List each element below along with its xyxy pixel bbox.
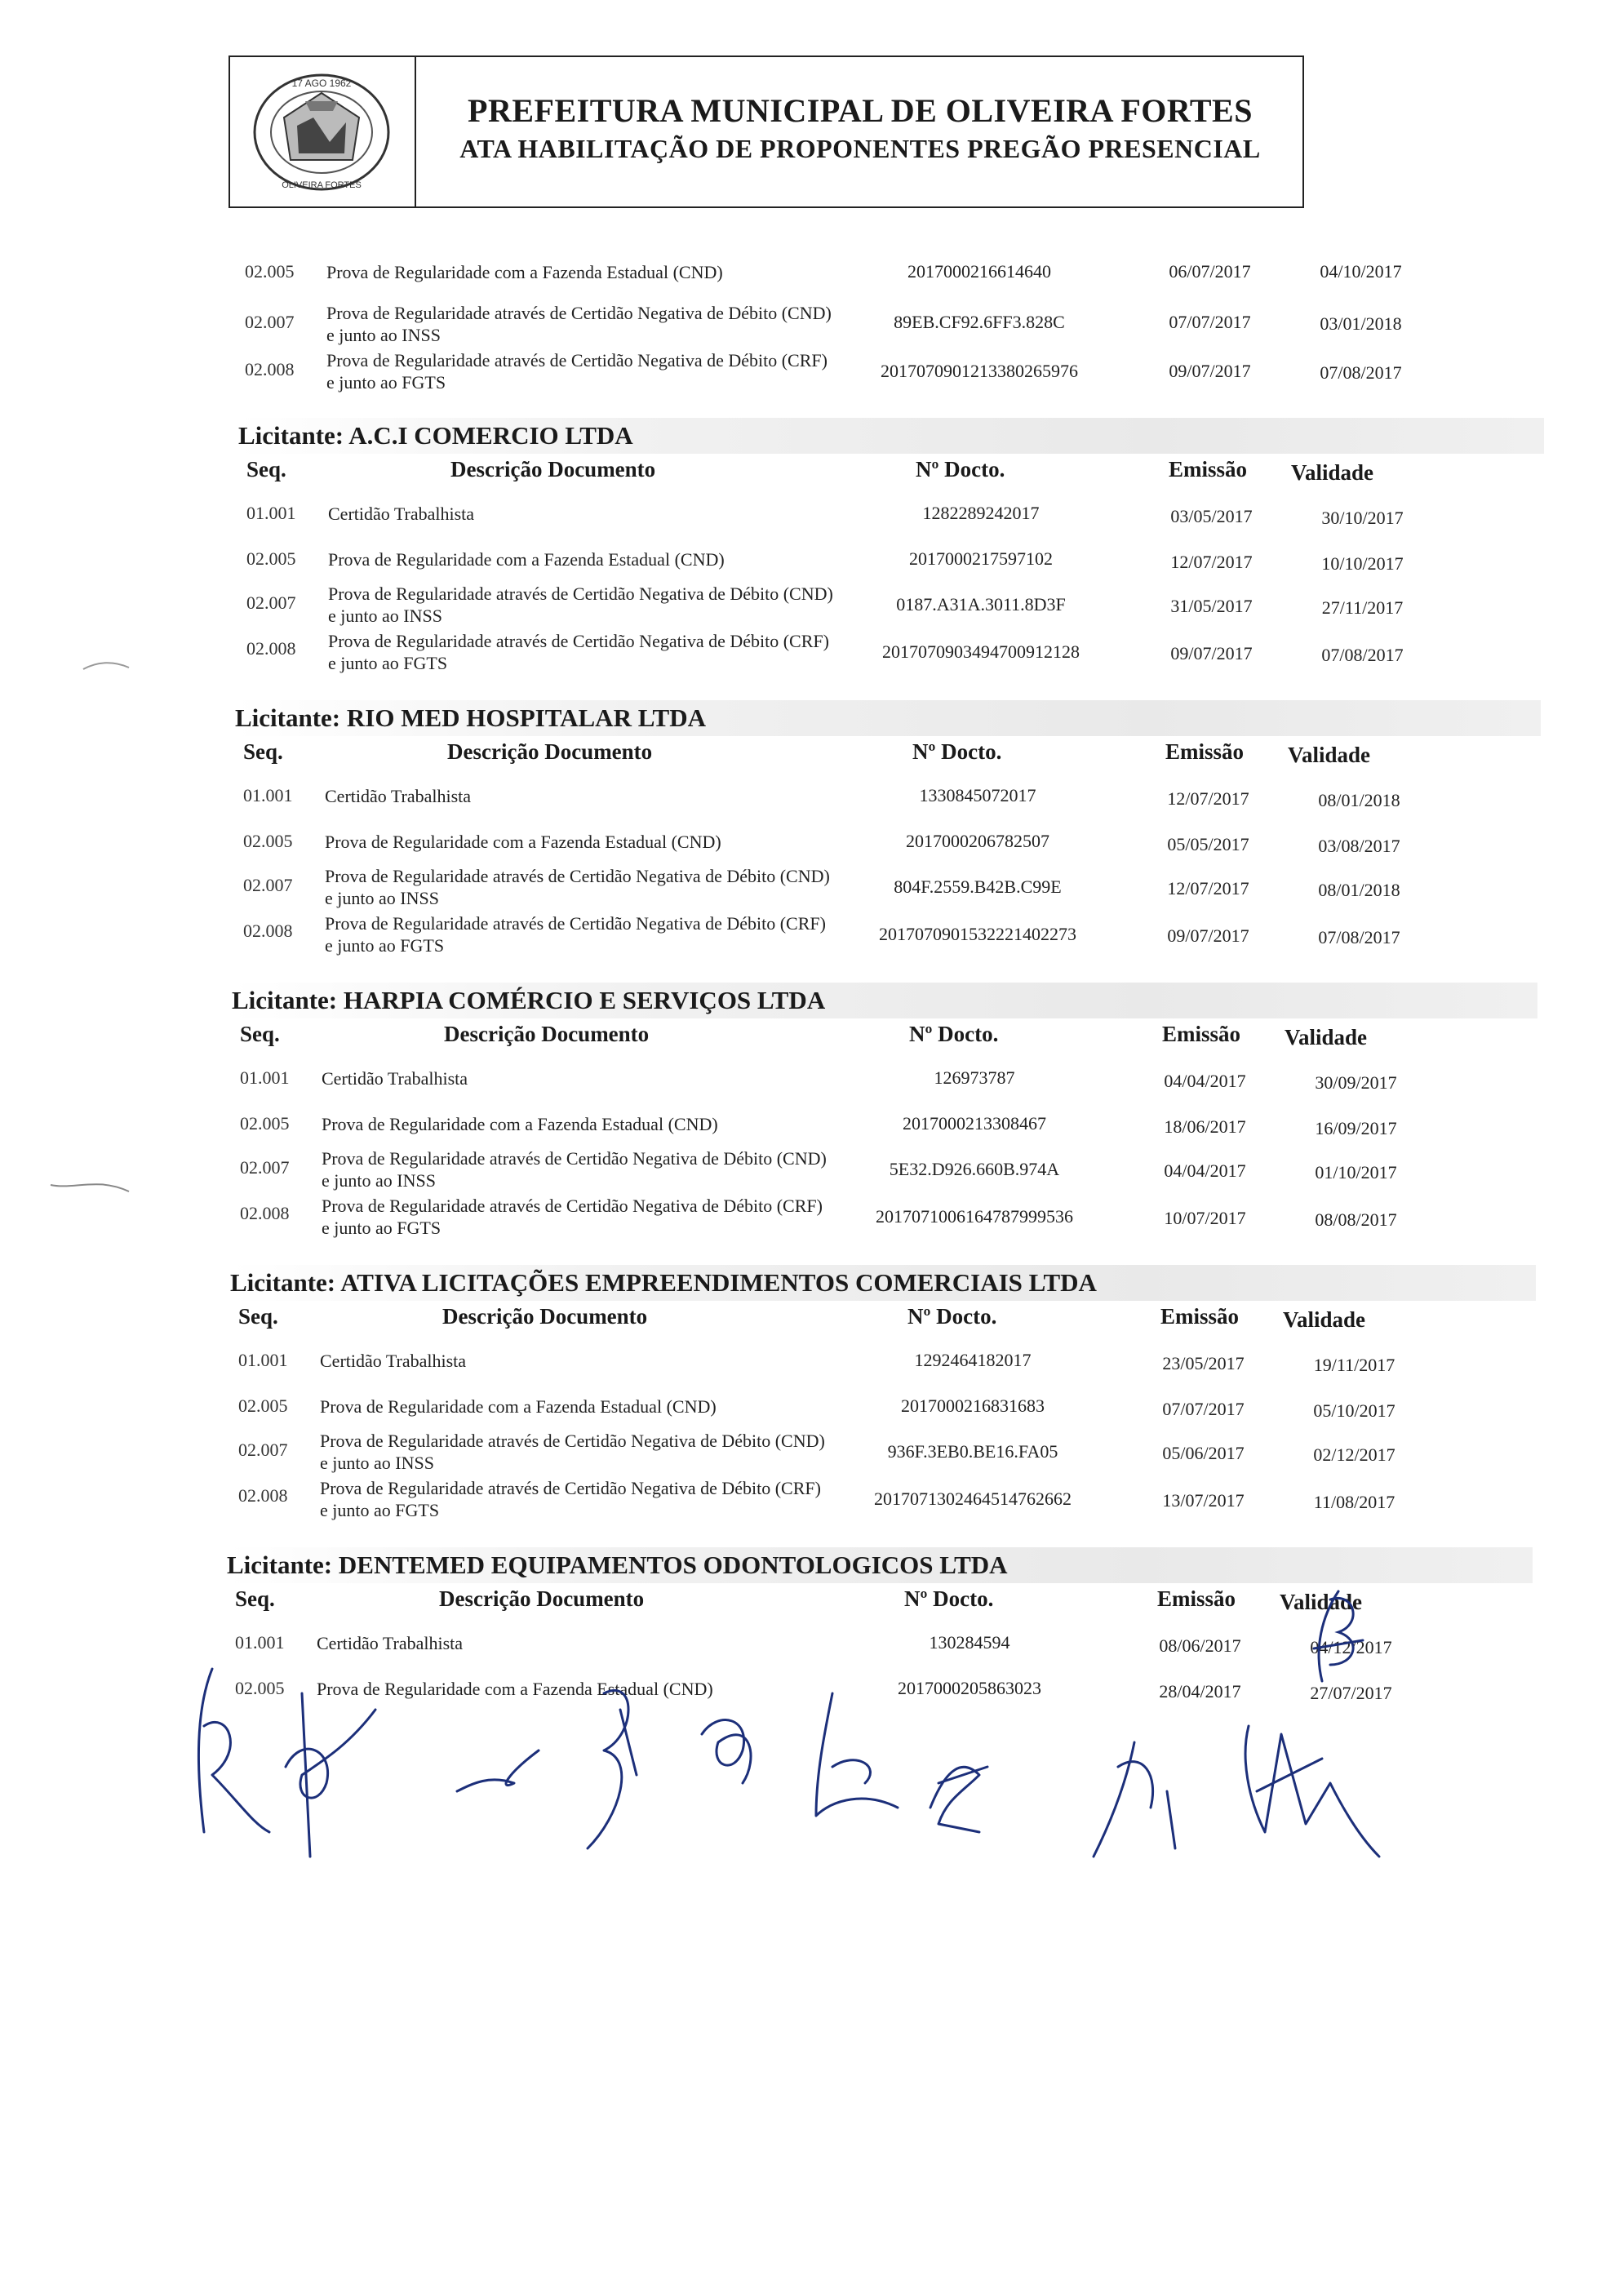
row-seq: 01.001	[243, 785, 293, 805]
col-descricao: Descrição Documento	[450, 457, 656, 481]
licitante-section	[235, 700, 1541, 956]
row-emissao: 08/06/2017	[1159, 1635, 1241, 1656]
row-doc-number: 804F.2559.B42B.C99E	[894, 876, 1062, 897]
row-doc-number: 2017070903494700912128	[882, 641, 1080, 662]
licitante-name: A.C.I COMERCIO LTDA	[348, 421, 633, 450]
col-docto: Nº Docto.	[912, 739, 1002, 764]
row-description: Prova de Regularidade com a Fazenda Estadual (CND)	[326, 262, 723, 282]
row-description: Prova de Regularidade através de Certidão Negativa de Débito (CRF) e junto ao FGTS	[320, 1478, 821, 1520]
col-seq: Seq.	[240, 1022, 280, 1046]
margin-initials	[1298, 1583, 1371, 1697]
row-seq: 02.007	[246, 592, 296, 613]
row-description: Prova de Regularidade através de Certidão Negativa de Débito (CND) e junto ao INSS	[325, 866, 830, 908]
col-validade: Validade	[1285, 1025, 1368, 1049]
row-emissao: 06/07/2017	[1169, 261, 1251, 282]
col-seq: Seq.	[235, 1586, 275, 1611]
scan-mark	[49, 1175, 131, 1200]
row-emissao: 10/07/2017	[1164, 1208, 1246, 1228]
row-description: Prova de Regularidade através de Certidão Negativa de Débito (CRF) e junto ao FGTS	[326, 350, 828, 393]
col-descricao: Descrição Documento	[444, 1022, 650, 1046]
row-doc-number: 2017070901213380265976	[881, 361, 1078, 381]
licitante-heading	[232, 983, 1537, 1018]
table-header	[232, 1018, 1537, 1051]
col-seq: Seq.	[243, 739, 283, 764]
col-docto: Nº Docto.	[909, 1022, 999, 1046]
col-seq: Seq.	[238, 1304, 278, 1329]
row-validade: 30/10/2017	[1321, 508, 1404, 528]
row-seq: 02.005	[238, 1395, 288, 1416]
licitante-name: RIO MED HOSPITALAR LTDA	[346, 703, 706, 732]
row-doc-number: 89EB.CF92.6FF3.828C	[894, 312, 1065, 332]
row-validade: 01/10/2017	[1315, 1162, 1397, 1182]
licitante-heading	[227, 1547, 1533, 1583]
row-description: Certidão Trabalhista	[328, 504, 475, 524]
row-emissao: 09/07/2017	[1170, 643, 1253, 663]
row-doc-number: 126973787	[934, 1067, 1015, 1088]
row-validade: 16/09/2017	[1315, 1118, 1397, 1138]
row-emissao: 13/07/2017	[1162, 1490, 1245, 1511]
licitante-name: ATIVA LICITAÇÕES EMPREENDIMENTOS COMERCIAIS LTDA	[340, 1268, 1097, 1297]
row-emissao: 04/04/2017	[1164, 1160, 1246, 1181]
row-validade: 11/08/2017	[1313, 1492, 1395, 1512]
col-docto: Nº Docto.	[904, 1586, 994, 1611]
row-doc-number: 2017000205863023	[898, 1678, 1041, 1698]
row-emissao: 12/07/2017	[1170, 552, 1253, 572]
row-seq: 02.007	[245, 312, 295, 332]
licitante-heading	[238, 418, 1544, 454]
row-seq: 02.005	[240, 1113, 290, 1134]
col-emissao: Emissão	[1169, 457, 1248, 481]
row-validade: 07/08/2017	[1318, 927, 1400, 947]
row-seq: 01.001	[235, 1632, 285, 1653]
row-doc-number: 2017000213308467	[903, 1113, 1046, 1134]
row-description: Prova de Regularidade através de Certidão Negativa de Débito (CRF) e junto ao FGTS	[328, 631, 829, 673]
table-header	[235, 736, 1541, 769]
col-validade: Validade	[1280, 1590, 1363, 1614]
row-description: Prova de Regularidade com a Fazenda Estadual (CND)	[320, 1396, 717, 1417]
row-seq: 02.008	[243, 921, 293, 941]
row-validade: 04/10/2017	[1320, 261, 1402, 282]
row-seq: 01.001	[238, 1350, 288, 1370]
licitante-label: Licitante:	[238, 421, 344, 450]
row-doc-number: 1330845072017	[919, 785, 1036, 805]
row-seq: 02.005	[235, 1678, 285, 1698]
row-description: Certidão Trabalhista	[322, 1068, 468, 1089]
row-description: Prova de Regularidade através de Certidão Negativa de Débito (CND) e junto ao INSS	[328, 583, 833, 626]
row-emissao: 12/07/2017	[1167, 788, 1249, 809]
row-doc-number: 2017000216614640	[907, 261, 1051, 282]
licitante-label: Licitante:	[230, 1268, 336, 1297]
row-description: Prova de Regularidade através de Certidão Negativa de Débito (CRF) e junto ao FGTS	[325, 913, 826, 956]
document-header	[229, 55, 1304, 208]
licitante-name: DENTEMED EQUIPAMENTOS ODONTOLOGICOS LTDA	[338, 1551, 1008, 1579]
row-doc-number: 5E32.D926.660B.974A	[889, 1159, 1060, 1179]
row-doc-number: 2017000206782507	[906, 831, 1049, 851]
row-doc-number: 936F.3EB0.BE16.FA05	[887, 1441, 1058, 1462]
table-header	[230, 1301, 1536, 1333]
row-validade: 05/10/2017	[1313, 1400, 1395, 1421]
col-emissao: Emissão	[1160, 1304, 1240, 1329]
row-seq: 02.007	[240, 1157, 290, 1178]
svg-text:OLIVEIRA FORTES: OLIVEIRA FORTES	[282, 180, 362, 190]
col-descricao: Descrição Documento	[439, 1586, 645, 1611]
row-description: Prova de Regularidade através de Certidão Negativa de Débito (CND) e junto ao INSS	[320, 1431, 825, 1473]
licitante-section	[232, 983, 1537, 1238]
row-doc-number: 2017000217597102	[909, 548, 1053, 569]
col-descricao: Descrição Documento	[442, 1304, 648, 1329]
handwritten-signatures	[180, 1661, 1387, 1873]
row-doc-number: 1292464182017	[914, 1350, 1032, 1370]
row-emissao: 09/07/2017	[1169, 361, 1251, 381]
row-seq: 02.008	[245, 359, 295, 379]
row-emissao: 09/07/2017	[1167, 925, 1249, 946]
row-description: Certidão Trabalhista	[317, 1633, 464, 1653]
licitante-section	[230, 1265, 1536, 1520]
col-docto: Nº Docto.	[907, 1304, 997, 1329]
scan-mark	[82, 659, 131, 676]
row-doc-number: 1282289242017	[922, 503, 1040, 523]
row-seq: 02.007	[243, 875, 293, 895]
row-doc-number: 2017070901532221402273	[879, 924, 1076, 944]
licitante-name: HARPIA COMÉRCIO E SERVIÇOS LTDA	[343, 986, 826, 1014]
col-descricao: Descrição Documento	[447, 739, 653, 764]
row-emissao: 07/07/2017	[1162, 1399, 1245, 1419]
row-emissao: 03/05/2017	[1170, 506, 1253, 526]
row-validade: 30/09/2017	[1315, 1072, 1397, 1093]
row-doc-number: 2017000216831683	[901, 1395, 1045, 1416]
row-description: Certidão Trabalhista	[325, 786, 472, 806]
col-validade: Validade	[1288, 743, 1371, 767]
row-validade: 27/07/2017	[1310, 1683, 1392, 1703]
page-title: PREFEITURA MUNICIPAL DE OLIVEIRA FORTES	[468, 92, 1253, 129]
row-validade: 10/10/2017	[1321, 553, 1404, 574]
row-description: Prova de Regularidade com a Fazenda Estadual (CND)	[325, 832, 721, 852]
row-seq: 02.005	[246, 548, 296, 569]
row-emissao: 07/07/2017	[1169, 312, 1251, 332]
row-doc-number: 130284594	[929, 1632, 1010, 1653]
licitante-label: Licitante:	[227, 1551, 333, 1579]
row-doc-number: 2017071006164787999536	[876, 1206, 1073, 1227]
row-validade: 03/08/2017	[1318, 836, 1400, 856]
col-validade: Validade	[1291, 460, 1374, 485]
row-seq: 02.005	[245, 261, 295, 282]
row-validade: 19/11/2017	[1313, 1355, 1395, 1375]
row-doc-number: 2017071302464514762662	[874, 1489, 1072, 1509]
col-docto: Nº Docto.	[916, 457, 1005, 481]
col-emissao: Emissão	[1162, 1022, 1241, 1046]
row-seq: 02.007	[238, 1440, 288, 1460]
licitante-heading	[235, 700, 1541, 736]
row-description: Prova de Regularidade com a Fazenda Estadual (CND)	[317, 1679, 713, 1699]
row-seq: 02.008	[246, 638, 296, 659]
row-description: Prova de Regularidade através de Certidão Negativa de Débito (CRF) e junto ao FGTS	[322, 1196, 823, 1238]
col-emissao: Emissão	[1165, 739, 1245, 764]
row-seq: 01.001	[240, 1067, 290, 1088]
licitante-section	[238, 418, 1544, 673]
row-validade: 08/01/2018	[1318, 880, 1400, 900]
row-description: Certidão Trabalhista	[320, 1351, 467, 1371]
row-emissao: 18/06/2017	[1164, 1116, 1246, 1137]
row-emissao: 12/07/2017	[1167, 878, 1249, 898]
municipal-seal-logo	[248, 69, 395, 196]
row-emissao: 23/05/2017	[1162, 1353, 1245, 1373]
row-description: Prova de Regularidade através de Certidão Negativa de Débito (CND) e junto ao INSS	[322, 1148, 827, 1191]
header-divider	[415, 57, 416, 206]
row-seq: 02.005	[243, 831, 293, 851]
row-emissao: 04/04/2017	[1164, 1071, 1246, 1091]
svg-text:17 AGO 1962: 17 AGO 1962	[291, 78, 352, 89]
row-validade: 27/11/2017	[1321, 597, 1404, 618]
row-validade: 04/12/2017	[1310, 1637, 1392, 1657]
row-seq: 01.001	[246, 503, 296, 523]
row-doc-number: 0187.A31A.3011.8D3F	[896, 594, 1066, 615]
row-description: Prova de Regularidade através de Certidão Negativa de Débito (CND) e junto ao INSS	[326, 303, 832, 345]
row-emissao: 31/05/2017	[1170, 596, 1253, 616]
col-seq: Seq.	[246, 457, 286, 481]
row-validade: 02/12/2017	[1313, 1444, 1395, 1465]
row-validade: 03/01/2018	[1320, 313, 1402, 334]
row-emissao: 28/04/2017	[1159, 1681, 1241, 1702]
row-description: Prova de Regularidade com a Fazenda Estadual (CND)	[328, 549, 725, 570]
row-description: Prova de Regularidade com a Fazenda Estadual (CND)	[322, 1114, 718, 1134]
row-seq: 02.008	[238, 1485, 288, 1506]
row-seq: 02.008	[240, 1203, 290, 1223]
row-validade: 08/01/2018	[1318, 790, 1400, 810]
licitante-label: Licitante:	[232, 986, 338, 1014]
page-subtitle: ATA HABILITAÇÃO DE PROPONENTES PREGÃO PRESENCIAL	[459, 134, 1261, 163]
table-header	[238, 454, 1544, 486]
licitante-heading	[230, 1265, 1536, 1301]
col-emissao: Emissão	[1157, 1586, 1236, 1611]
row-validade: 07/08/2017	[1321, 645, 1404, 665]
row-emissao: 05/05/2017	[1167, 834, 1249, 854]
row-validade: 07/08/2017	[1320, 362, 1402, 383]
row-validade: 08/08/2017	[1315, 1209, 1397, 1230]
licitante-label: Licitante:	[235, 703, 341, 732]
col-validade: Validade	[1283, 1307, 1366, 1332]
row-emissao: 05/06/2017	[1162, 1443, 1245, 1463]
